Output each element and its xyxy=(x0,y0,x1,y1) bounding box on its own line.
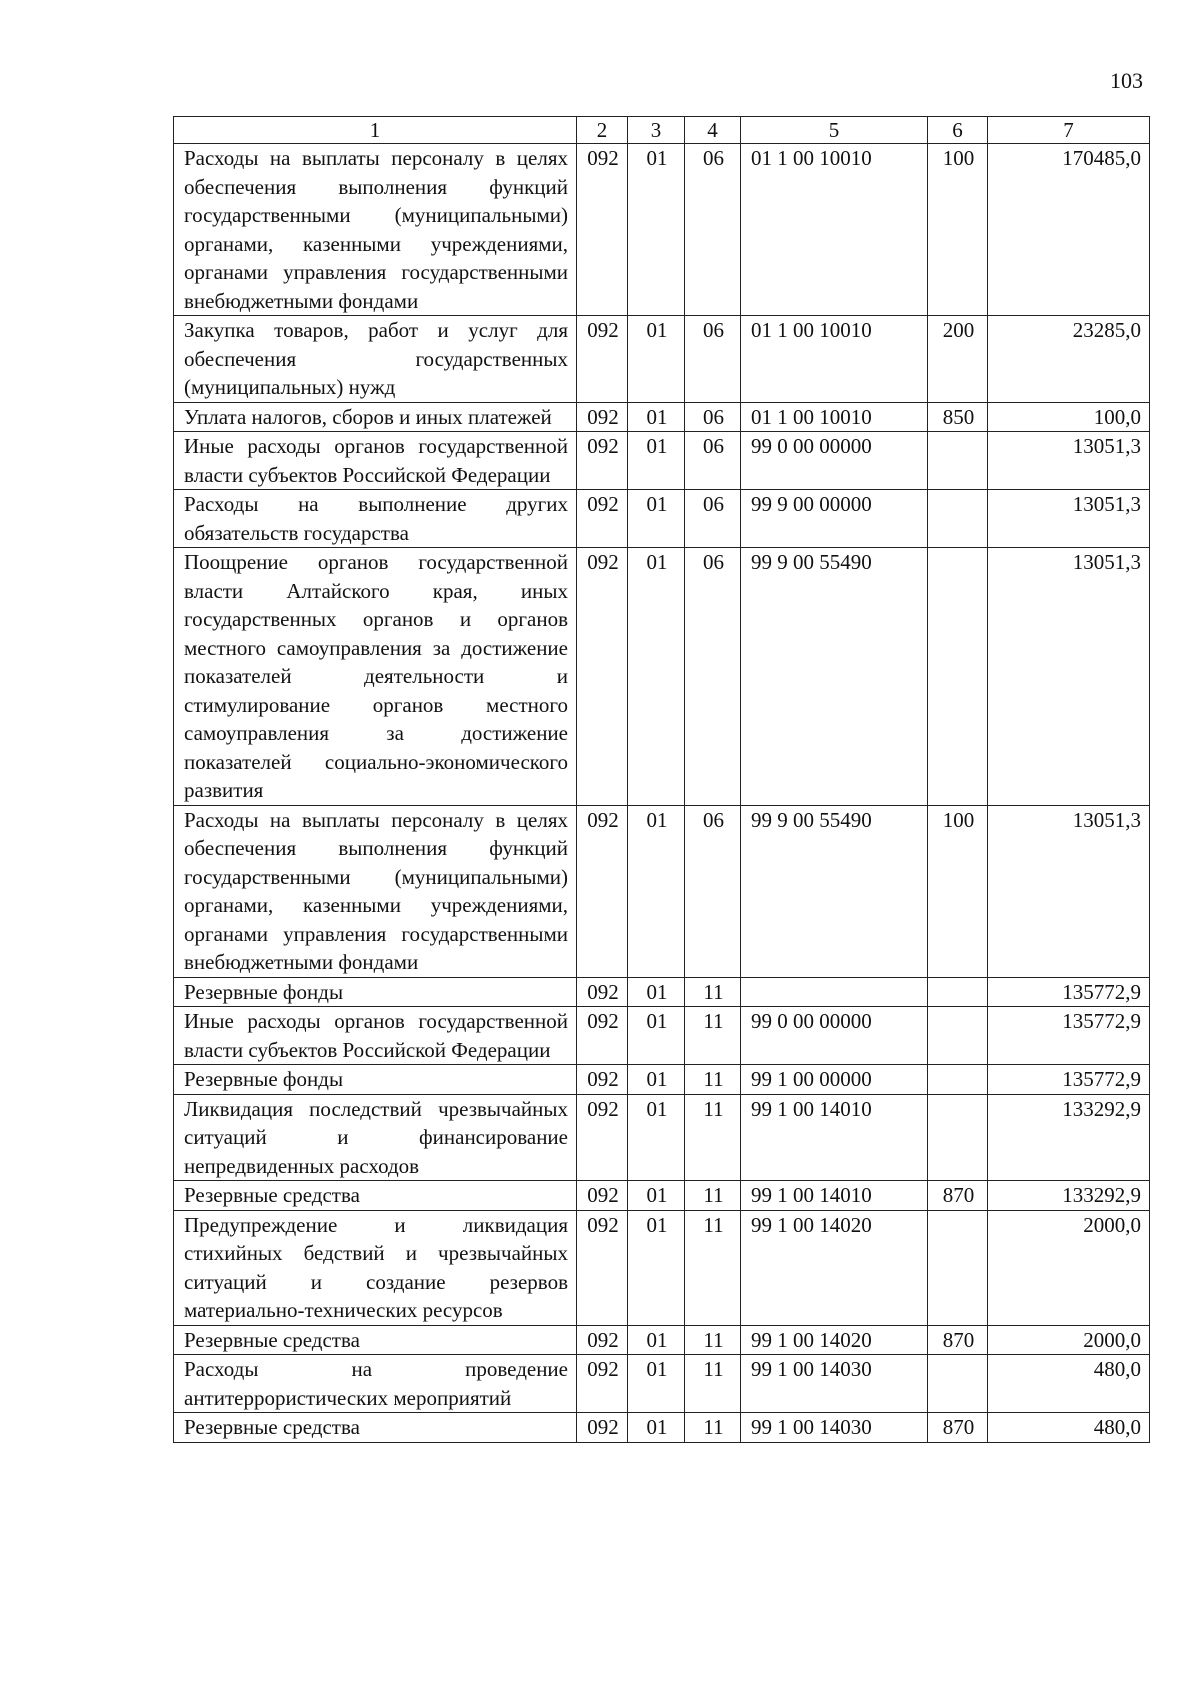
amount-cell: 133292,9 xyxy=(988,1094,1150,1181)
column-header: 3 xyxy=(628,117,685,144)
subsection-cell: 11 xyxy=(685,1065,741,1095)
section-cell: 01 xyxy=(628,144,685,316)
expense-name-cell: Резервные фонды xyxy=(174,1065,577,1095)
target-code-cell: 99 1 00 14030 xyxy=(741,1355,928,1413)
column-header: 1 xyxy=(174,117,577,144)
amount-cell: 135772,9 xyxy=(988,1065,1150,1095)
amount-cell: 480,0 xyxy=(988,1355,1150,1413)
expense-name-cell: Поощрение органов государственной власти Алтайского края, иных государственных органов и органов местного самоуправления за достижение показателей деятельности и стимулирование органов местного самоуправления за достижение показателей социально-экономического развития xyxy=(174,548,577,806)
section-cell: 01 xyxy=(628,490,685,548)
subsection-cell: 06 xyxy=(685,144,741,316)
section-cell: 01 xyxy=(628,1065,685,1095)
table-row xyxy=(174,977,1150,1007)
table-row xyxy=(174,402,1150,432)
target-code-cell: 99 1 00 14020 xyxy=(741,1210,928,1325)
table-row xyxy=(174,548,1150,806)
table-row xyxy=(174,1094,1150,1181)
expense-name-cell: Резервные фонды xyxy=(174,977,577,1007)
target-code-cell: 01 1 00 10010 xyxy=(741,316,928,403)
table-row xyxy=(174,1007,1150,1065)
subsection-cell: 11 xyxy=(685,1181,741,1211)
section-cell: 01 xyxy=(628,548,685,806)
grbs-cell: 092 xyxy=(577,805,628,977)
table-row xyxy=(174,1210,1150,1325)
target-code-cell xyxy=(741,977,928,1007)
amount-cell: 13051,3 xyxy=(988,548,1150,806)
expense-name-cell: Ликвидация последствий чрезвычайных ситуаций и финансирование непредвиденных расходов xyxy=(174,1094,577,1181)
expense-name-cell: Закупка товаров, работ и услуг для обеспечения государственных (муниципальных) нужд xyxy=(174,316,577,403)
table-body xyxy=(174,144,1150,1443)
expense-type-cell: 100 xyxy=(928,805,988,977)
table-row xyxy=(174,1355,1150,1413)
column-header: 5 xyxy=(741,117,928,144)
table-row xyxy=(174,1065,1150,1095)
expense-type-cell: 200 xyxy=(928,316,988,403)
section-cell: 01 xyxy=(628,1094,685,1181)
section-cell: 01 xyxy=(628,402,685,432)
subsection-cell: 11 xyxy=(685,1210,741,1325)
target-code-cell: 99 9 00 55490 xyxy=(741,548,928,806)
expense-type-cell xyxy=(928,977,988,1007)
header-row xyxy=(174,117,1150,144)
section-cell: 01 xyxy=(628,316,685,403)
expense-name-cell: Резервные средства xyxy=(174,1413,577,1443)
expense-name-cell: Расходы на выплаты персоналу в целях обеспечения выполнения функций государственными (муниципальными) органами, казенными учреждениями, органами управления государственными внебюджетными фондами xyxy=(174,805,577,977)
amount-cell: 2000,0 xyxy=(988,1325,1150,1355)
budget-table xyxy=(173,116,1150,1443)
section-cell: 01 xyxy=(628,977,685,1007)
expense-name-cell: Расходы на выполнение других обязательств государства xyxy=(174,490,577,548)
expense-type-cell: 850 xyxy=(928,402,988,432)
subsection-cell: 11 xyxy=(685,1325,741,1355)
amount-cell: 170485,0 xyxy=(988,144,1150,316)
target-code-cell: 99 9 00 00000 xyxy=(741,490,928,548)
expense-name-cell: Расходы на проведение антитеррористических мероприятий xyxy=(174,1355,577,1413)
column-header: 4 xyxy=(685,117,741,144)
expense-type-cell: 870 xyxy=(928,1325,988,1355)
grbs-cell: 092 xyxy=(577,490,628,548)
section-cell: 01 xyxy=(628,1181,685,1211)
subsection-cell: 11 xyxy=(685,977,741,1007)
expense-name-cell: Расходы на выплаты персоналу в целях обеспечения выполнения функций государственными (муниципальными) органами, казенными учреждениями, органами управления государственными внебюджетными фондами xyxy=(174,144,577,316)
section-cell: 01 xyxy=(628,1355,685,1413)
table-row xyxy=(174,316,1150,403)
amount-cell: 480,0 xyxy=(988,1413,1150,1443)
target-code-cell: 99 1 00 00000 xyxy=(741,1065,928,1095)
grbs-cell: 092 xyxy=(577,144,628,316)
expense-type-cell xyxy=(928,1094,988,1181)
amount-cell: 13051,3 xyxy=(988,432,1150,490)
expense-name-cell: Иные расходы органов государственной власти субъектов Российской Федерации xyxy=(174,432,577,490)
table-row xyxy=(174,805,1150,977)
expense-type-cell: 870 xyxy=(928,1413,988,1443)
target-code-cell: 99 1 00 14010 xyxy=(741,1094,928,1181)
target-code-cell: 01 1 00 10010 xyxy=(741,402,928,432)
expense-name-cell: Резервные средства xyxy=(174,1181,577,1211)
section-cell: 01 xyxy=(628,1210,685,1325)
subsection-cell: 06 xyxy=(685,490,741,548)
expense-name-cell: Предупреждение и ликвидация стихийных бедствий и чрезвычайных ситуаций и создание резервов материально-технических ресурсов xyxy=(174,1210,577,1325)
grbs-cell: 092 xyxy=(577,548,628,806)
subsection-cell: 06 xyxy=(685,316,741,403)
grbs-cell: 092 xyxy=(577,1325,628,1355)
grbs-cell: 092 xyxy=(577,1413,628,1443)
column-header: 6 xyxy=(928,117,988,144)
grbs-cell: 092 xyxy=(577,432,628,490)
expense-type-cell: 870 xyxy=(928,1181,988,1211)
grbs-cell: 092 xyxy=(577,1210,628,1325)
target-code-cell: 99 1 00 14010 xyxy=(741,1181,928,1211)
expense-type-cell xyxy=(928,1355,988,1413)
target-code-cell: 99 1 00 14030 xyxy=(741,1413,928,1443)
grbs-cell: 092 xyxy=(577,1007,628,1065)
column-header: 7 xyxy=(988,117,1150,144)
table-row xyxy=(174,1325,1150,1355)
amount-cell: 135772,9 xyxy=(988,1007,1150,1065)
expense-name-cell: Резервные средства xyxy=(174,1325,577,1355)
amount-cell: 13051,3 xyxy=(988,805,1150,977)
grbs-cell: 092 xyxy=(577,316,628,403)
amount-cell: 135772,9 xyxy=(988,977,1150,1007)
grbs-cell: 092 xyxy=(577,402,628,432)
grbs-cell: 092 xyxy=(577,1094,628,1181)
section-cell: 01 xyxy=(628,1413,685,1443)
expense-type-cell xyxy=(928,548,988,806)
amount-cell: 23285,0 xyxy=(988,316,1150,403)
grbs-cell: 092 xyxy=(577,1181,628,1211)
amount-cell: 13051,3 xyxy=(988,490,1150,548)
subsection-cell: 11 xyxy=(685,1094,741,1181)
target-code-cell: 01 1 00 10010 xyxy=(741,144,928,316)
section-cell: 01 xyxy=(628,1007,685,1065)
expense-type-cell xyxy=(928,1007,988,1065)
expense-type-cell xyxy=(928,490,988,548)
expense-type-cell xyxy=(928,1065,988,1095)
subsection-cell: 06 xyxy=(685,548,741,806)
table-row xyxy=(174,144,1150,316)
table-row xyxy=(174,1181,1150,1211)
target-code-cell: 99 9 00 55490 xyxy=(741,805,928,977)
amount-cell: 133292,9 xyxy=(988,1181,1150,1211)
grbs-cell: 092 xyxy=(577,1355,628,1413)
grbs-cell: 092 xyxy=(577,977,628,1007)
amount-cell: 100,0 xyxy=(988,402,1150,432)
subsection-cell: 11 xyxy=(685,1355,741,1413)
section-cell: 01 xyxy=(628,432,685,490)
expense-type-cell xyxy=(928,1210,988,1325)
grbs-cell: 092 xyxy=(577,1065,628,1095)
table-row xyxy=(174,1413,1150,1443)
expense-type-cell xyxy=(928,432,988,490)
subsection-cell: 06 xyxy=(685,432,741,490)
subsection-cell: 06 xyxy=(685,805,741,977)
target-code-cell: 99 0 00 00000 xyxy=(741,432,928,490)
expense-name-cell: Уплата налогов, сборов и иных платежей xyxy=(174,402,577,432)
table-row xyxy=(174,432,1150,490)
section-cell: 01 xyxy=(628,1325,685,1355)
page-number: 103 xyxy=(1110,68,1143,93)
target-code-cell: 99 1 00 14020 xyxy=(741,1325,928,1355)
subsection-cell: 11 xyxy=(685,1413,741,1443)
expense-name-cell: Иные расходы органов государственной власти субъектов Российской Федерации xyxy=(174,1007,577,1065)
table-row xyxy=(174,490,1150,548)
subsection-cell: 11 xyxy=(685,1007,741,1065)
column-header: 2 xyxy=(577,117,628,144)
target-code-cell: 99 0 00 00000 xyxy=(741,1007,928,1065)
amount-cell: 2000,0 xyxy=(988,1210,1150,1325)
subsection-cell: 06 xyxy=(685,402,741,432)
expense-type-cell: 100 xyxy=(928,144,988,316)
section-cell: 01 xyxy=(628,805,685,977)
